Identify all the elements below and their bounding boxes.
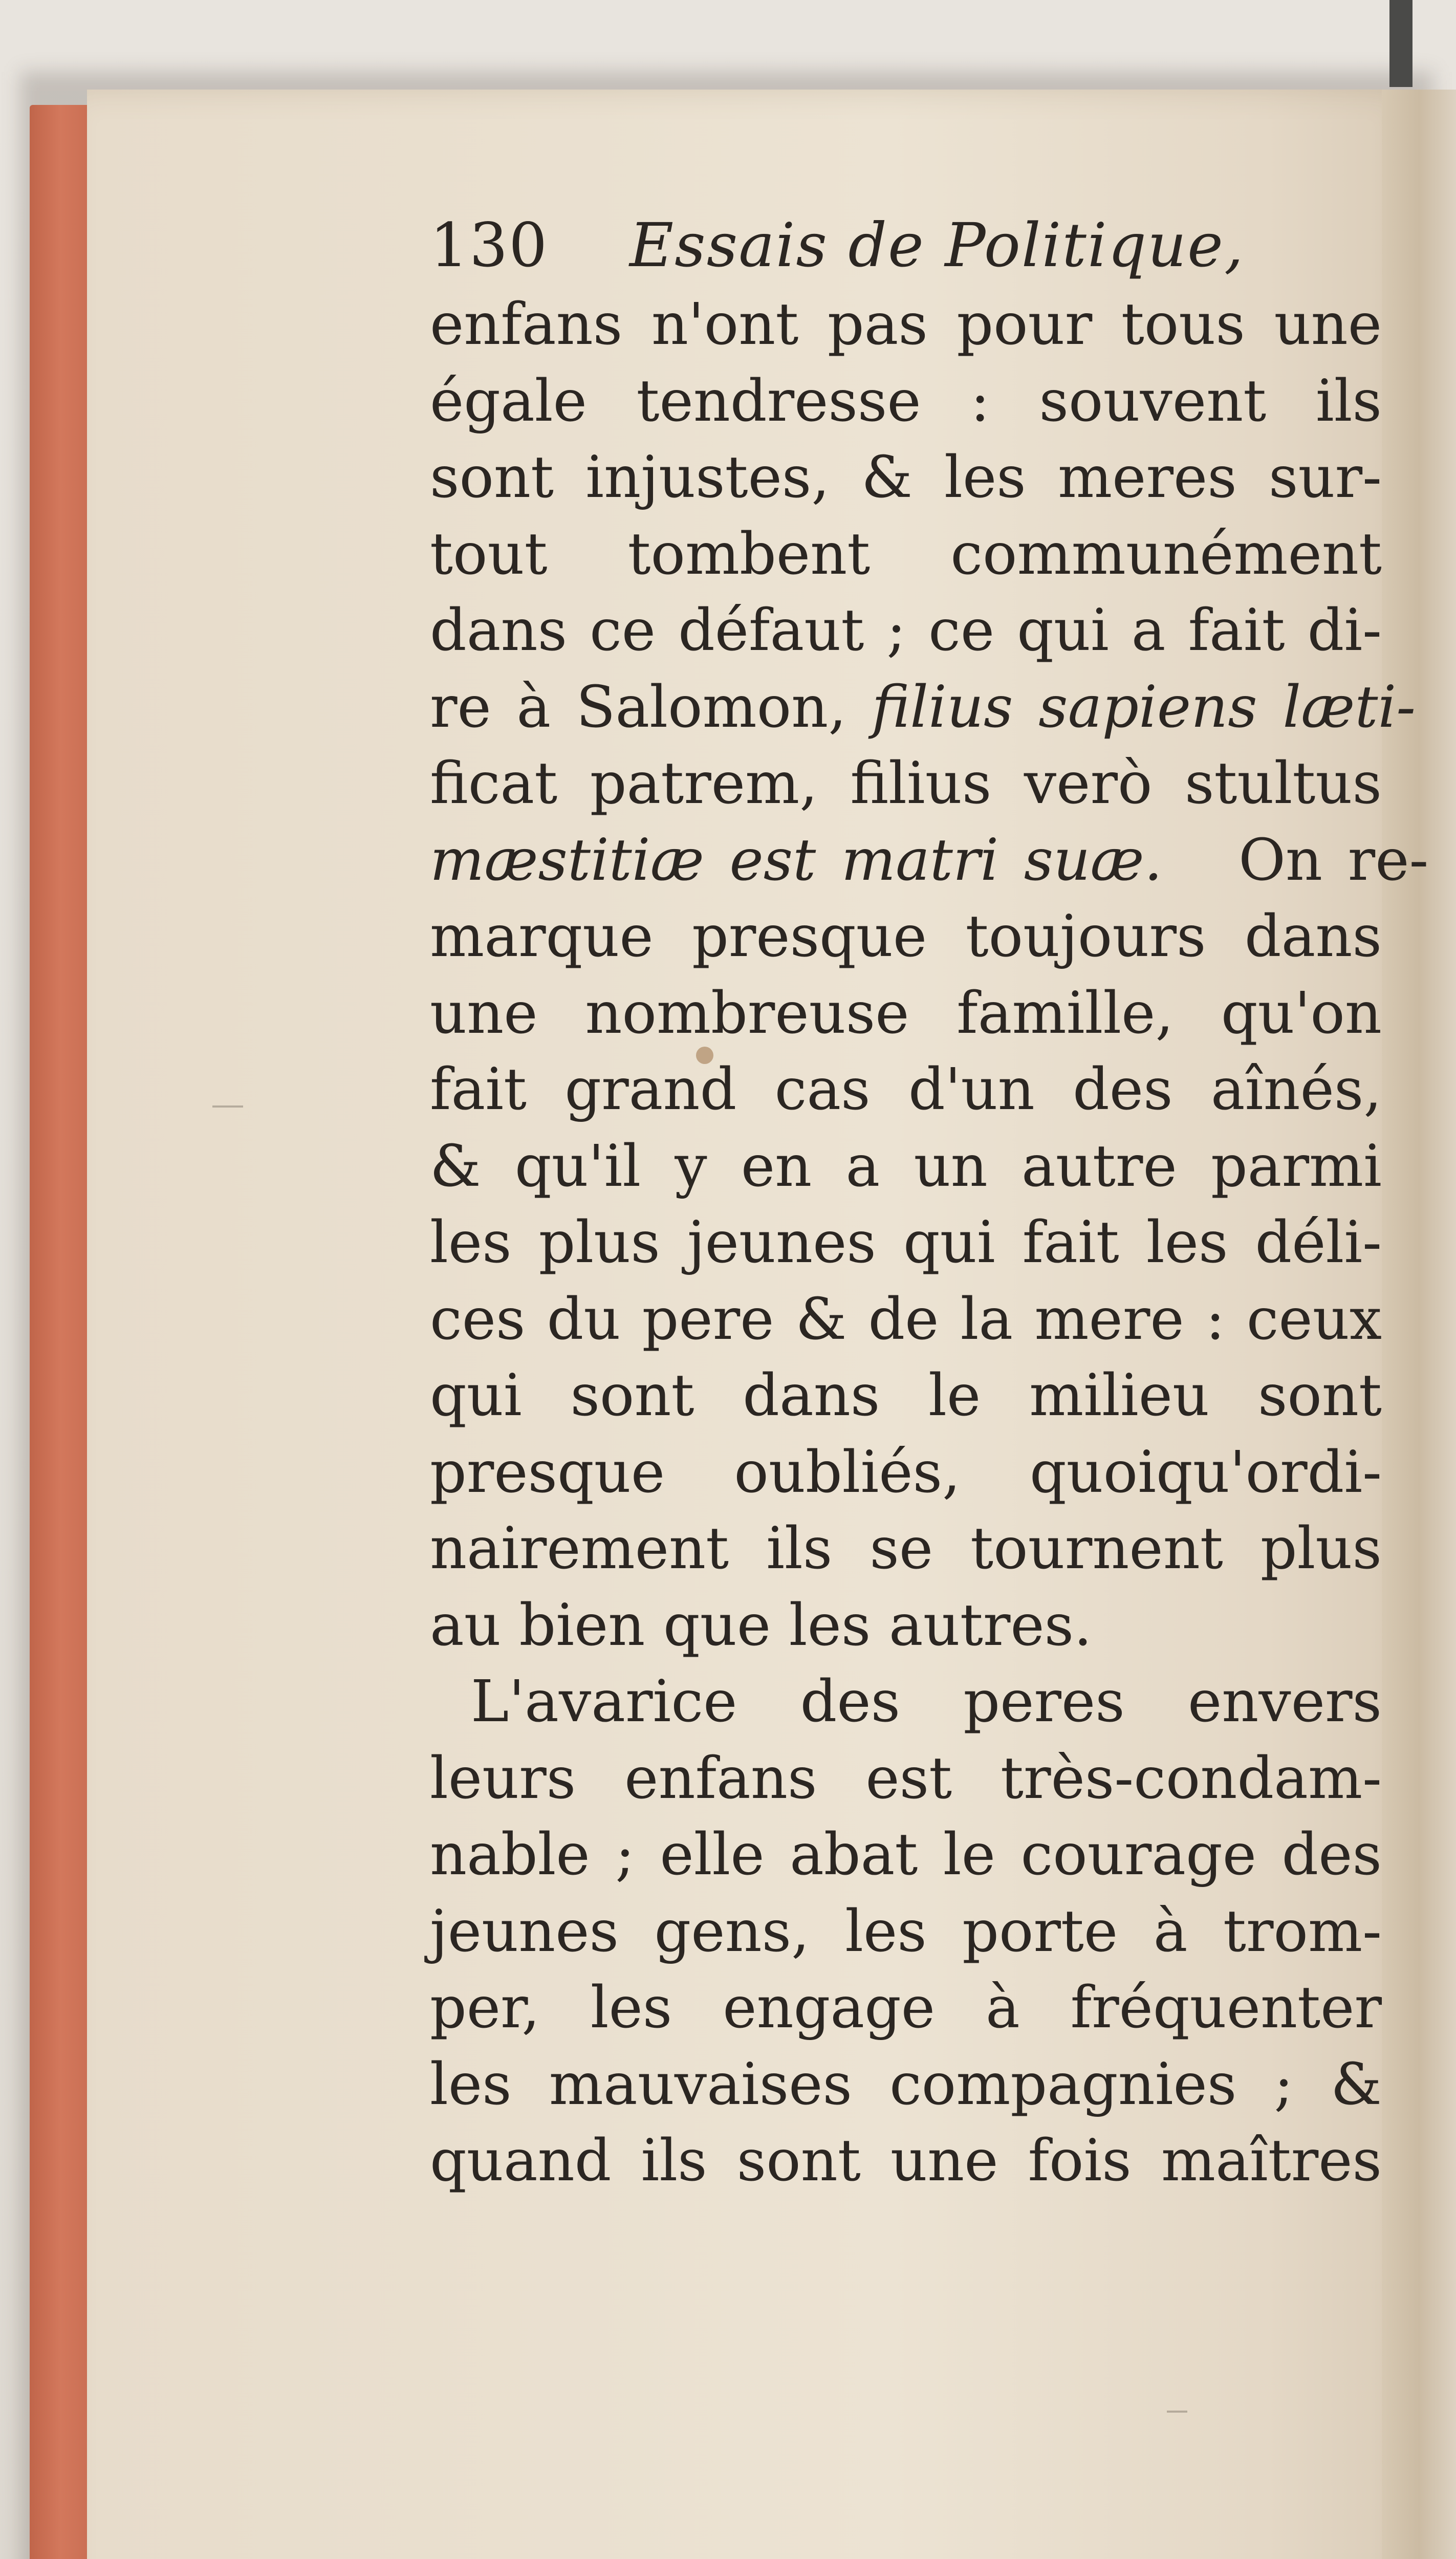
running-title: Essais de Politique, [629,210,1245,280]
text-line: enfans n'ont pas pour tous une [430,291,1382,358]
running-header [430,210,1382,297]
text-line: une nombreuse famille, qu'on [430,980,1382,1047]
text-line: fait grand cas d'un des aînés, [430,1056,1382,1123]
page-number: 130 [430,210,549,280]
text-italic: filius sapiens læti- [872,674,1416,741]
text-roman: On re- [1238,827,1429,894]
text-line: dans ce défaut ; ce qui a fait di- [430,597,1382,664]
text-line: & qu'il y en a un autre parmi [430,1133,1382,1200]
text-italic: mæstitiæ est matri suæ. [430,827,1163,894]
text-line: tout tombent communément [430,521,1382,588]
text-line [430,822,1429,899]
text-line: les mauvaises compagnies ; & [430,2051,1382,2118]
text-line: marque presque toujours dans [430,903,1382,970]
text-line: nable ; elle abat le courage des [430,1821,1382,1888]
margin-mark [212,1105,243,1108]
text-line: au bien que les autres. [430,1592,1092,1659]
text-line [430,669,1416,746]
text-line-italic: ficat patrem, filius verò stultus [430,750,1382,817]
spine-strip [1389,0,1412,87]
text-line: nairement ils se tournent plus [430,1515,1382,1582]
text-line: les plus jeunes qui fait les déli- [430,1209,1382,1276]
text-line: qui sont dans le milieu sont [430,1362,1382,1429]
book-gutter [1382,90,1456,2559]
text-line: jeunes gens, les porte à trom- [430,1898,1382,1965]
text-line: leurs enfans est très-condam- [430,1745,1382,1812]
text-line: L'avarice des peres envers [471,1668,1382,1735]
text-line: presque oubliés, quoiqu'ordi- [430,1439,1382,1506]
text-line: per, les engage à fréquenter [430,1975,1382,2041]
page-text [430,210,1429,2200]
text-line: ces du pere & de la mere : ceux [430,1286,1382,1353]
text-roman: re à Salomon, [430,674,846,741]
text-line: quand ils sont une fois maîtres [430,2128,1382,2194]
text-line: égale tendresse : souvent ils [430,367,1382,435]
text-line: sont injustes, & les meres sur- [430,444,1382,511]
margin-mark [1167,2411,1187,2413]
body-text [430,287,1429,2200]
